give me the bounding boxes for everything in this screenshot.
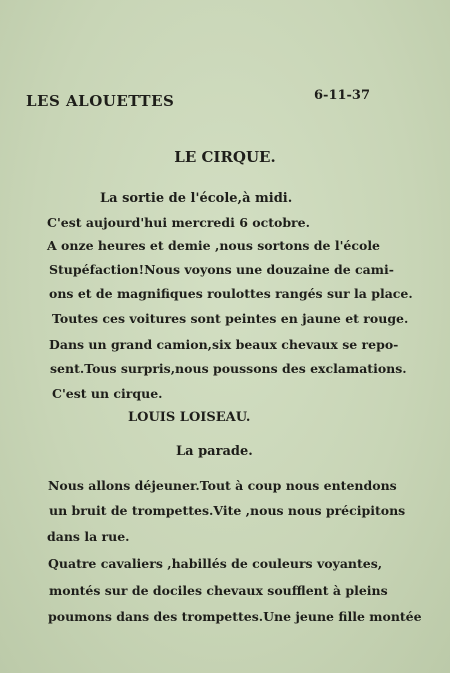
body-line: un bruit de trompettes.Vite ,nous nous précipitons	[49, 503, 406, 518]
body-line: C'est un cirque.	[52, 386, 163, 401]
body-line: Quatre cavaliers ,habillés de couleurs voyantes,	[48, 556, 383, 571]
article-subtitle: La sortie de l'école,à midi.	[100, 191, 293, 206]
article-title: LE CIRQUE.	[174, 148, 276, 166]
body-line: Toutes ces voitures sont peintes en jaune et rouge.	[52, 311, 409, 326]
section-title: La parade.	[176, 444, 253, 459]
body-line: poumons dans des trompettes.Une jeune fille montée	[48, 609, 422, 624]
body-line: C'est aujourd'hui mercredi 6 octobre.	[47, 215, 310, 230]
body-line: Stupéfaction!Nous voyons une douzaine de cami-	[49, 262, 394, 277]
body-line: montés sur de dociles chevaux soufflent à pleins	[49, 583, 388, 598]
body-line: sent.Tous surpris,nous poussons des exclamations.	[50, 361, 407, 376]
body-line: Dans un grand camion,six beaux chevaux se repo-	[49, 337, 399, 352]
body-line: A onze heures et demie ,nous sortons de l'école	[47, 238, 381, 253]
publication-name: LES ALOUETTES	[26, 92, 175, 110]
article-author: LOUIS LOISEAU.	[128, 410, 251, 425]
body-line: dans la rue.	[47, 529, 130, 544]
issue-date: 6-11-37	[314, 88, 371, 103]
body-line: ons et de magnifiques roulottes rangés sur la place.	[49, 286, 413, 301]
body-line: Nous allons déjeuner.Tout à coup nous entendons	[48, 478, 397, 493]
